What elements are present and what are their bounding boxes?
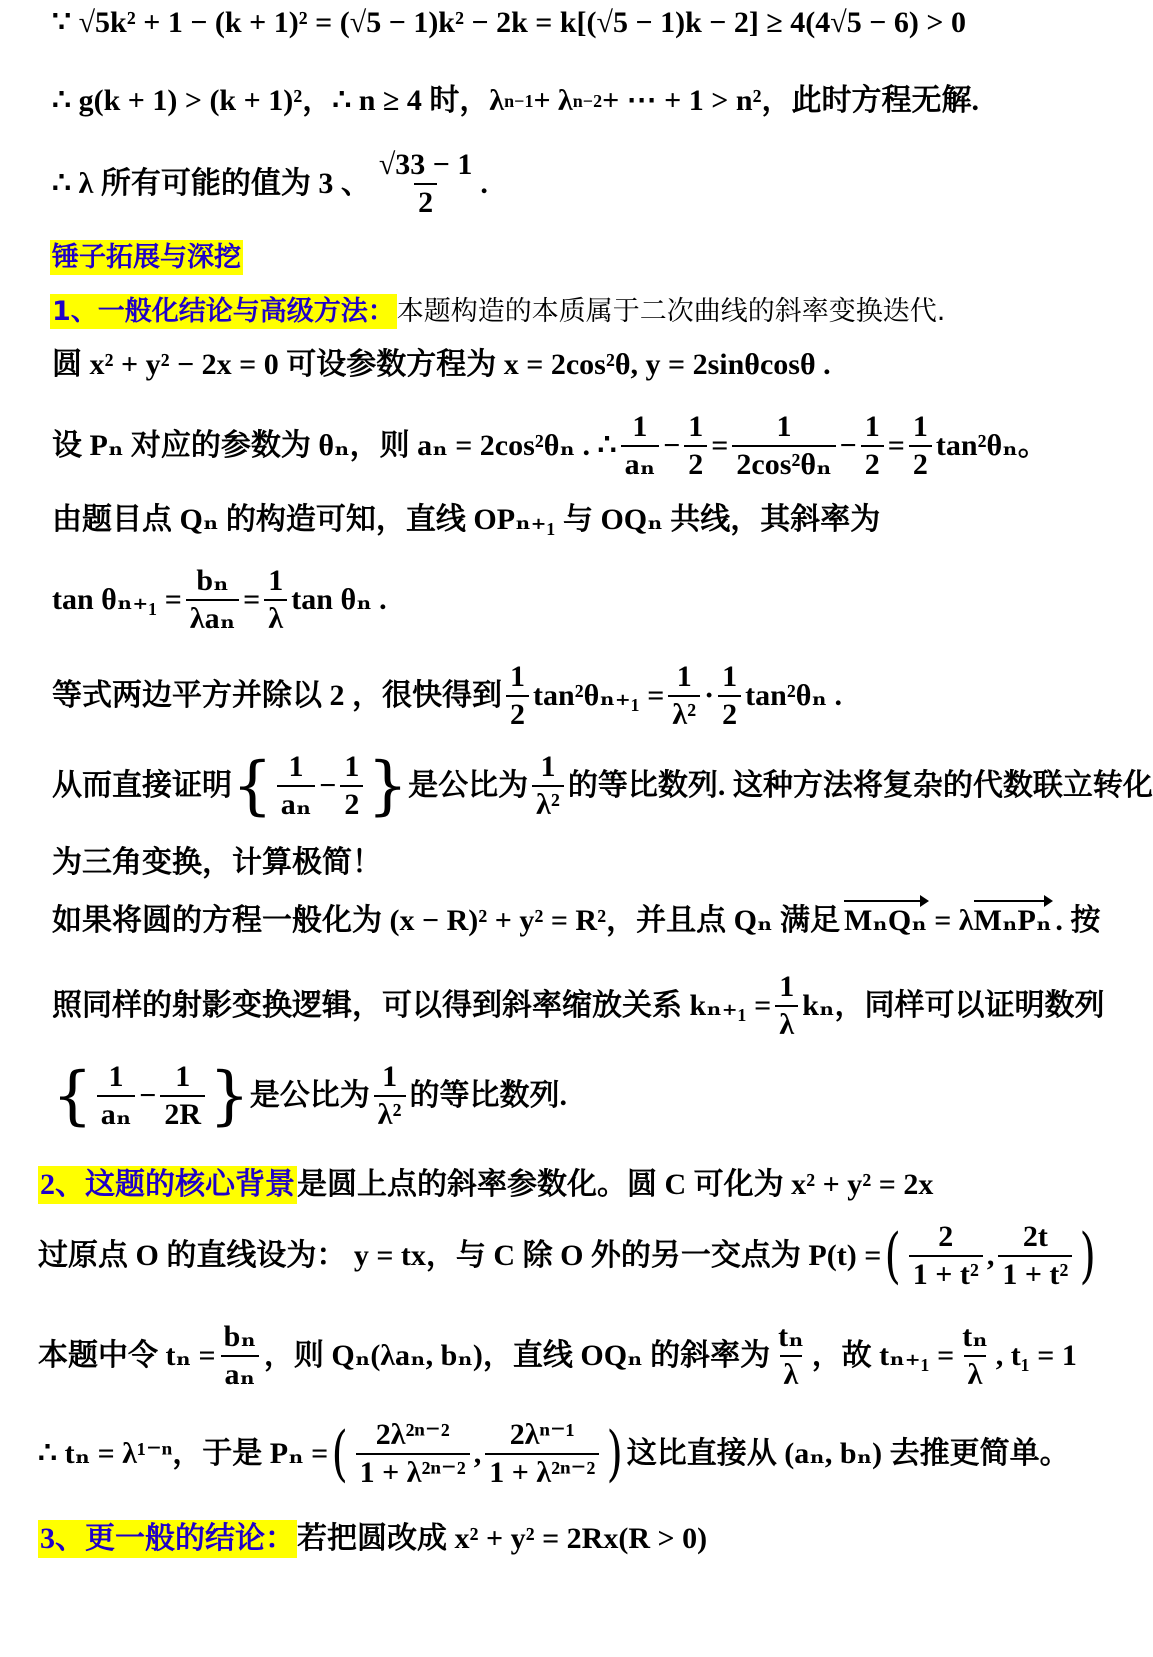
answer-line-3: ∴ λ 所有可能的值为 3 、 $\frac{√33 - 1}{2}$ .: [52, 148, 488, 219]
text-seg: , t₁ = 1: [995, 1339, 1077, 1372]
frac-half: $\frac{1}{2}$: [506, 662, 529, 730]
subsection-2-title: 2、这题的核心背景: [38, 1166, 297, 1204]
text-seg: + ⋯ + 1 > n²，此时方程无解.: [602, 84, 980, 117]
left-brace: {: [232, 749, 273, 823]
frac-2-1t2: $\frac{2}{\text{1 + t²}}$: [909, 1222, 983, 1290]
text-seg: 的等比数列. 这种方法将复杂的代数联立转化: [567, 769, 1153, 802]
tan-relation-line: tan θₙ₊₁ = $\frac{\text{bₙ}}{\text{λaₙ}}$ = $\frac{1}{\lambda}$ tan θₙ .: [52, 564, 387, 635]
frac-pn-y: $\frac{\text{2λⁿ⁻¹}}{\text{1 + λ²ⁿ⁻²}}$: [485, 1420, 599, 1488]
param-equation-line: [52, 350, 1080, 380]
text-seg: 为三角变换，计算极简！: [52, 846, 382, 879]
fraction-numerator: √33 − 1: [378, 148, 473, 181]
subsection-3: [38, 1520, 1080, 1558]
frac-1-2c: $\frac{1}{2}$: [909, 412, 932, 480]
frac-1-2b: $\frac{1}{2}$: [861, 412, 884, 480]
left-brace: {: [52, 1059, 93, 1133]
frac-half-b: $\frac{1}{2}$: [718, 662, 741, 730]
text-seg: 过原点 O 的直线设为： y = tx，与 C 除 O 外的另一交点为 P(t) =: [38, 1239, 882, 1272]
sup-n-1: n−1: [504, 91, 534, 111]
frac-1-2cos: $\frac{1}{\text{2cos²θₙ}}$: [732, 412, 835, 480]
answer-fraction: [375, 150, 477, 218]
proof-line: 从而直接证明 { $\frac{1}{\text{aₙ}}$ − $\frac{1}{2}$ } 是公比为 $\frac{1}{\text{λ²}}$ 的等比数列. 这种方法将复杂的代数联立转化: [52, 749, 1153, 823]
sequence-line: { $\frac{1}{\text{aₙ}}$ − $\frac{1}{2R}$ } 是公比为 $\frac{1}{\text{λ²}}$ 的等比数列.: [52, 1059, 568, 1133]
text-seg: 照同样的射影变换逻辑，可以得到斜率缩放关系 kₙ₊₁ =: [52, 989, 772, 1022]
frac-1-2: $\frac{1}{2}$: [684, 412, 707, 480]
sup-n-2: n−2: [572, 91, 603, 111]
frac-1-an: $\frac{1}{\text{aₙ}}$: [621, 412, 660, 480]
frac-1-an-b: $\frac{1}{\text{aₙ}}$: [277, 752, 316, 820]
text-seg: tan θₙ .: [291, 583, 387, 616]
text-seg: 等式两边平方并除以 2 ，很快得到: [52, 679, 502, 712]
subsection-1-text: 本题构造的本质属于二次曲线的斜率变换迭代.: [396, 296, 946, 327]
text-seg: ∴ tₙ = λ¹⁻ⁿ，于是 Pₙ =: [38, 1437, 329, 1470]
subsection-2: [38, 1166, 1080, 1204]
text-seg: 是公比为: [249, 1079, 370, 1112]
slope-scale-line: [52, 970, 1105, 1041]
subsection-1-title: 1、一般化结论与高级方法：: [52, 296, 395, 327]
frac-1-lambda2: $\frac{1}{\text{λ²}}$: [668, 662, 700, 730]
frac-1-2-d: $\frac{1}{2}$: [340, 752, 363, 820]
text-seg: 设 Pₙ 对应的参数为 θₙ，则 aₙ = 2cos²θₙ . ∴: [52, 429, 617, 462]
collinear-line: [52, 505, 1080, 535]
line-param-line: 过原点 O 的直线设为： y = tx，与 C 除 O 外的另一交点为 P(t) = ( $\frac{2}{\text{1 + t²}}$ , $\frac{2t}{\text{1 + t²}}$ ): [38, 1220, 1097, 1291]
frac-ratio-b: $\frac{1}{\text{λ²}}$: [374, 1062, 406, 1130]
frac-1-2R: $\frac{1}{2R}$: [160, 1062, 205, 1130]
inequality-line-1: [52, 8, 1080, 38]
text-seg: 从而直接证明: [52, 769, 232, 802]
text-seg: tan²θₙ .: [745, 679, 842, 712]
subsection-3-title: 3、更一般的结论：: [38, 1520, 297, 1558]
param-a-line: 设 Pₙ 对应的参数为 θₙ，则 aₙ = 2cos²θₙ . ∴ $\frac{1}{\text{aₙ}}$ − $\frac{1}{2}$ = $\frac{1}{\text{2cos²θₙ}}$ − $\frac{1}{2}$ = $\frac{1}{2}$ tan²θₙ。: [52, 410, 1048, 481]
square-line: 等式两边平方并除以 2 ，很快得到 $\frac{1}{2}$ tan²θₙ₊₁ = $\frac{1}{\text{λ²}}$ · $\frac{1}{2}$ tan²θₙ .: [52, 660, 842, 731]
frac-bn-lambda-an: $\frac{\text{bₙ}}{\text{λaₙ}}$: [186, 566, 239, 634]
text-seg: tan²θₙ₊₁ =: [533, 679, 665, 712]
text-seg: 是公比为: [408, 769, 529, 802]
section-heading: [50, 240, 1080, 275]
frac-tn-lambda: $\frac{\text{tₙ}}{\lambda}$: [778, 1320, 804, 1391]
text-seg: ∴ λ 所有可能的值为 3 、: [52, 167, 371, 200]
text-seg: ，故 tₙ₊₁ =: [811, 1339, 955, 1372]
frac-ratio: $\frac{1}{\text{λ²}}$: [532, 752, 564, 820]
frac-bn-an: $\frac{\text{bₙ}}{\text{aₙ}}$: [220, 1322, 260, 1390]
right-paren: ): [606, 1419, 624, 1489]
left-paren: (: [884, 1221, 902, 1291]
text-seg: tan²θₙ。: [935, 429, 1048, 462]
subsection-3-text: 若把圆改成 x² + y² = 2Rx(R > 0): [297, 1522, 708, 1555]
right-brace: }: [367, 749, 409, 823]
text-seg: kₙ，同样可以证明数列: [802, 989, 1105, 1022]
right-paren: ): [1079, 1221, 1097, 1291]
text-seg: 的等比数列.: [409, 1079, 568, 1112]
trig-line: [52, 848, 1080, 878]
text-seg: ∴ g(k + 1) > (k + 1)²，∴ n ≥ 4 时，λ: [52, 84, 505, 117]
frac-2t-1t2: $\frac{2t}{\text{1 + t²}}$: [998, 1222, 1072, 1290]
fraction-denominator: 2: [414, 183, 437, 218]
text-seg: tan θₙ₊₁ =: [52, 583, 182, 616]
frac-1-lambda-b: $\frac{1}{\lambda}$: [775, 972, 798, 1040]
frac-1-an-c: $\frac{1}{\text{aₙ}}$: [97, 1062, 136, 1130]
left-paren: (: [331, 1419, 349, 1489]
text-seg: 本题中令 tₙ =: [38, 1339, 216, 1372]
section-title-highlight: 锤子拓展与深挖: [52, 242, 241, 273]
frac-1-lambda: $\frac{1}{\lambda}$: [264, 566, 287, 634]
text-seg: 由题目点 Qₙ 的构造可知，直线 OPₙ₊₁ 与 OQₙ 共线，其斜率为: [52, 503, 881, 536]
general-circle-line: 如果将圆的方程一般化为 (x − R)² + y² = R²，并且点 Qₙ 满足 MₙQₙ = λMₙPₙ . 按: [52, 906, 1080, 936]
right-brace: }: [209, 1059, 250, 1133]
text-seg: 圆 x² + y² − 2x = 0 可设参数方程为 x = 2cos²θ, y = 2sinθcosθ .: [52, 348, 831, 381]
text-seg: + λ: [533, 84, 573, 117]
inequality-text: ∵ √5k² + 1 − (k + 1)² = (√5 − 1)k² − 2k = k[(√5 − 1)k − 2] ≥ 4(4√5 − 6) > 0: [52, 6, 966, 39]
text-seg: ，则 Qₙ(λaₙ, bₙ)，直线 OQₙ 的斜率为: [263, 1339, 771, 1372]
tn-define-line: [38, 1322, 1080, 1390]
subsection-1: [50, 294, 1080, 329]
subsection-2-text: 是圆上点的斜率参数化。圆 C 可化为 x² + y² = 2x: [297, 1168, 934, 1201]
text-seg: 这比直接从 (aₙ, bₙ) 去推更简单。: [626, 1437, 1070, 1470]
frac-pn-x: $\frac{\text{2λ²ⁿ⁻²}}{\text{1 + λ²ⁿ⁻²}}$: [356, 1420, 470, 1488]
text-seg: . 按: [1055, 904, 1101, 937]
pn-result-line: ∴ tₙ = λ¹⁻ⁿ，于是 Pₙ = ( $\frac{\text{2λ²ⁿ⁻²}}{\text{1 + λ²ⁿ⁻²}}$ , $\frac{\text{2λⁿ⁻¹}}{\text{1 + λ²ⁿ⁻²}}$ ) 这比直接从 (aₙ, bₙ) 去推更简单。: [38, 1418, 1070, 1489]
text-seg: 如果将圆的方程一般化为 (x − R)² + y² = R²，并且点 Qₙ 满足: [52, 904, 840, 937]
conclusion-line-2: [52, 86, 1080, 116]
frac-tn-lambda-b: $\frac{\text{tₙ}}{\lambda}$: [962, 1320, 988, 1391]
